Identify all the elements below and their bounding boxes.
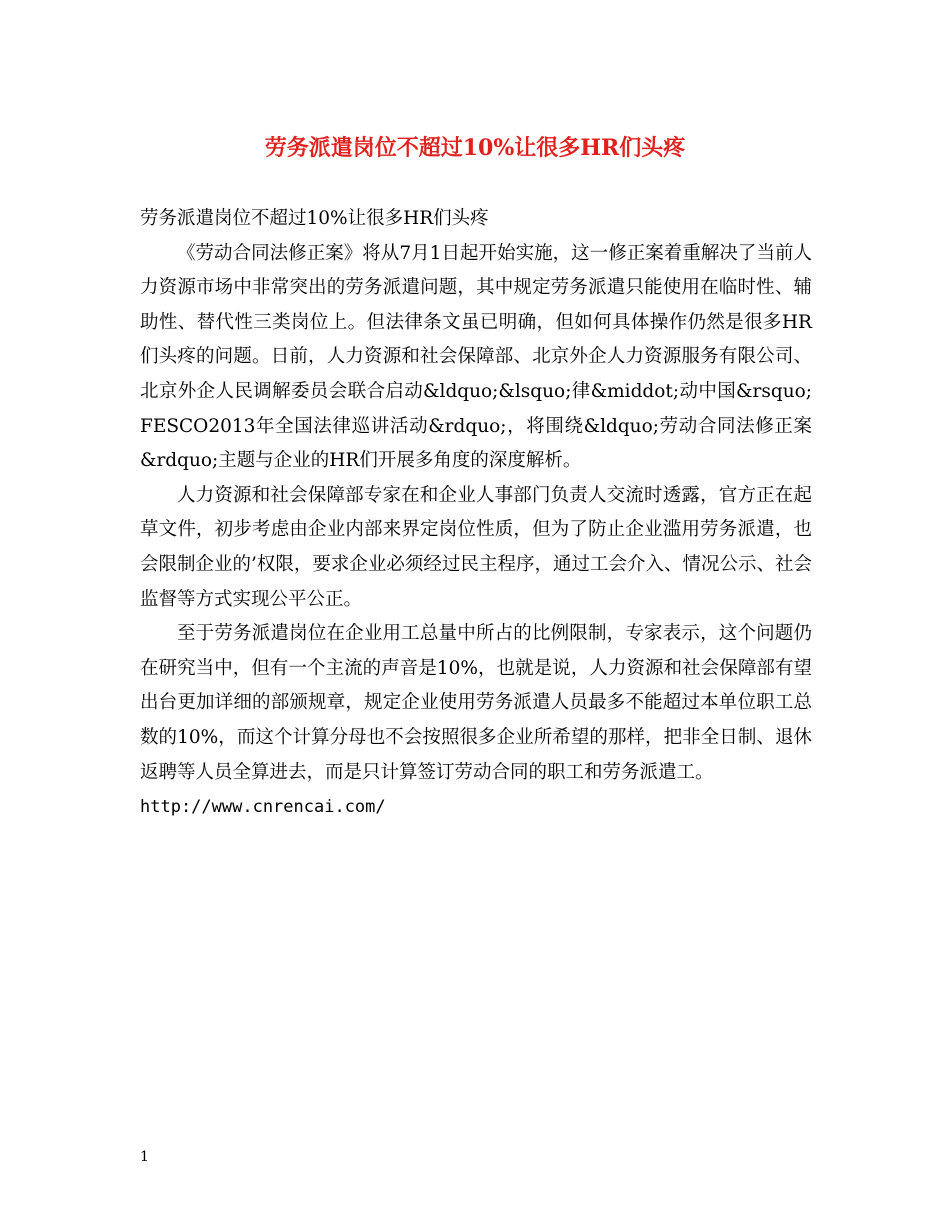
page-number: 1 — [140, 1149, 149, 1165]
paragraph-2: 人力资源和社会保障部专家在和企业人事部门负责人交流时透露，官方正在起草文件，初步考虑由企业内部来界定岗位性质，但为了防止企业滥用劳务派遣，也会限制企业的’权限，要求企业必须经过民主程序，通过工会介入、情况公示、社会监督等方式实现公平公正。 — [140, 484, 812, 610]
document-title: 劳务派遣岗位不超过10%让很多HR们头疼 — [264, 135, 686, 161]
document-subtitle: 劳务派遣岗位不超过10%让很多HR们头疼 — [140, 208, 489, 229]
source-url: http://www.cnrencai.com/ — [140, 797, 386, 818]
paragraph-3: 至于劳务派遣岗位在企业用工总量中所占的比例限制，专家表示，这个问题仍在研究当中，但有一个主流的声音是10%，也就是说，人力资源和社会保障部有望出台更加详细的部颁规章，规定企业使用劳务派遣人员最多不能超过本单位职工总数的10%，而这个计算分母也不会按照很多企业所希望的那样，把非全日制、退休返聘等人员全算进去，而是只计算签订劳动合同的职工和劳务派遣工。 — [140, 623, 812, 783]
paragraph-1: 《劳动合同法修正案》将从7月1日起开始实施，这一修正案着重解决了当前人力资源市场中非常突出的劳务派遣问题，其中规定劳务派遣只能使用在临时性、辅助性、替代性三类岗位上。但法律条文虽已明确，但如何具体操作仍然是很多HR们头疼的问题。日前，人力资源和社会保障部、北京外企人力资源服务有限公司、北京外企人民调解委员会联合启动&ldquo;&lsquo;律&middot;动中国&rsquo;FESCO2013年全国法律巡讲活动&rdquo;，将围绕&ldquo;劳动合同法修正案&rdquo;主题与企业的HR们开展多角度的深度解析。 — [140, 242, 812, 472]
document-body — [140, 202, 812, 825]
